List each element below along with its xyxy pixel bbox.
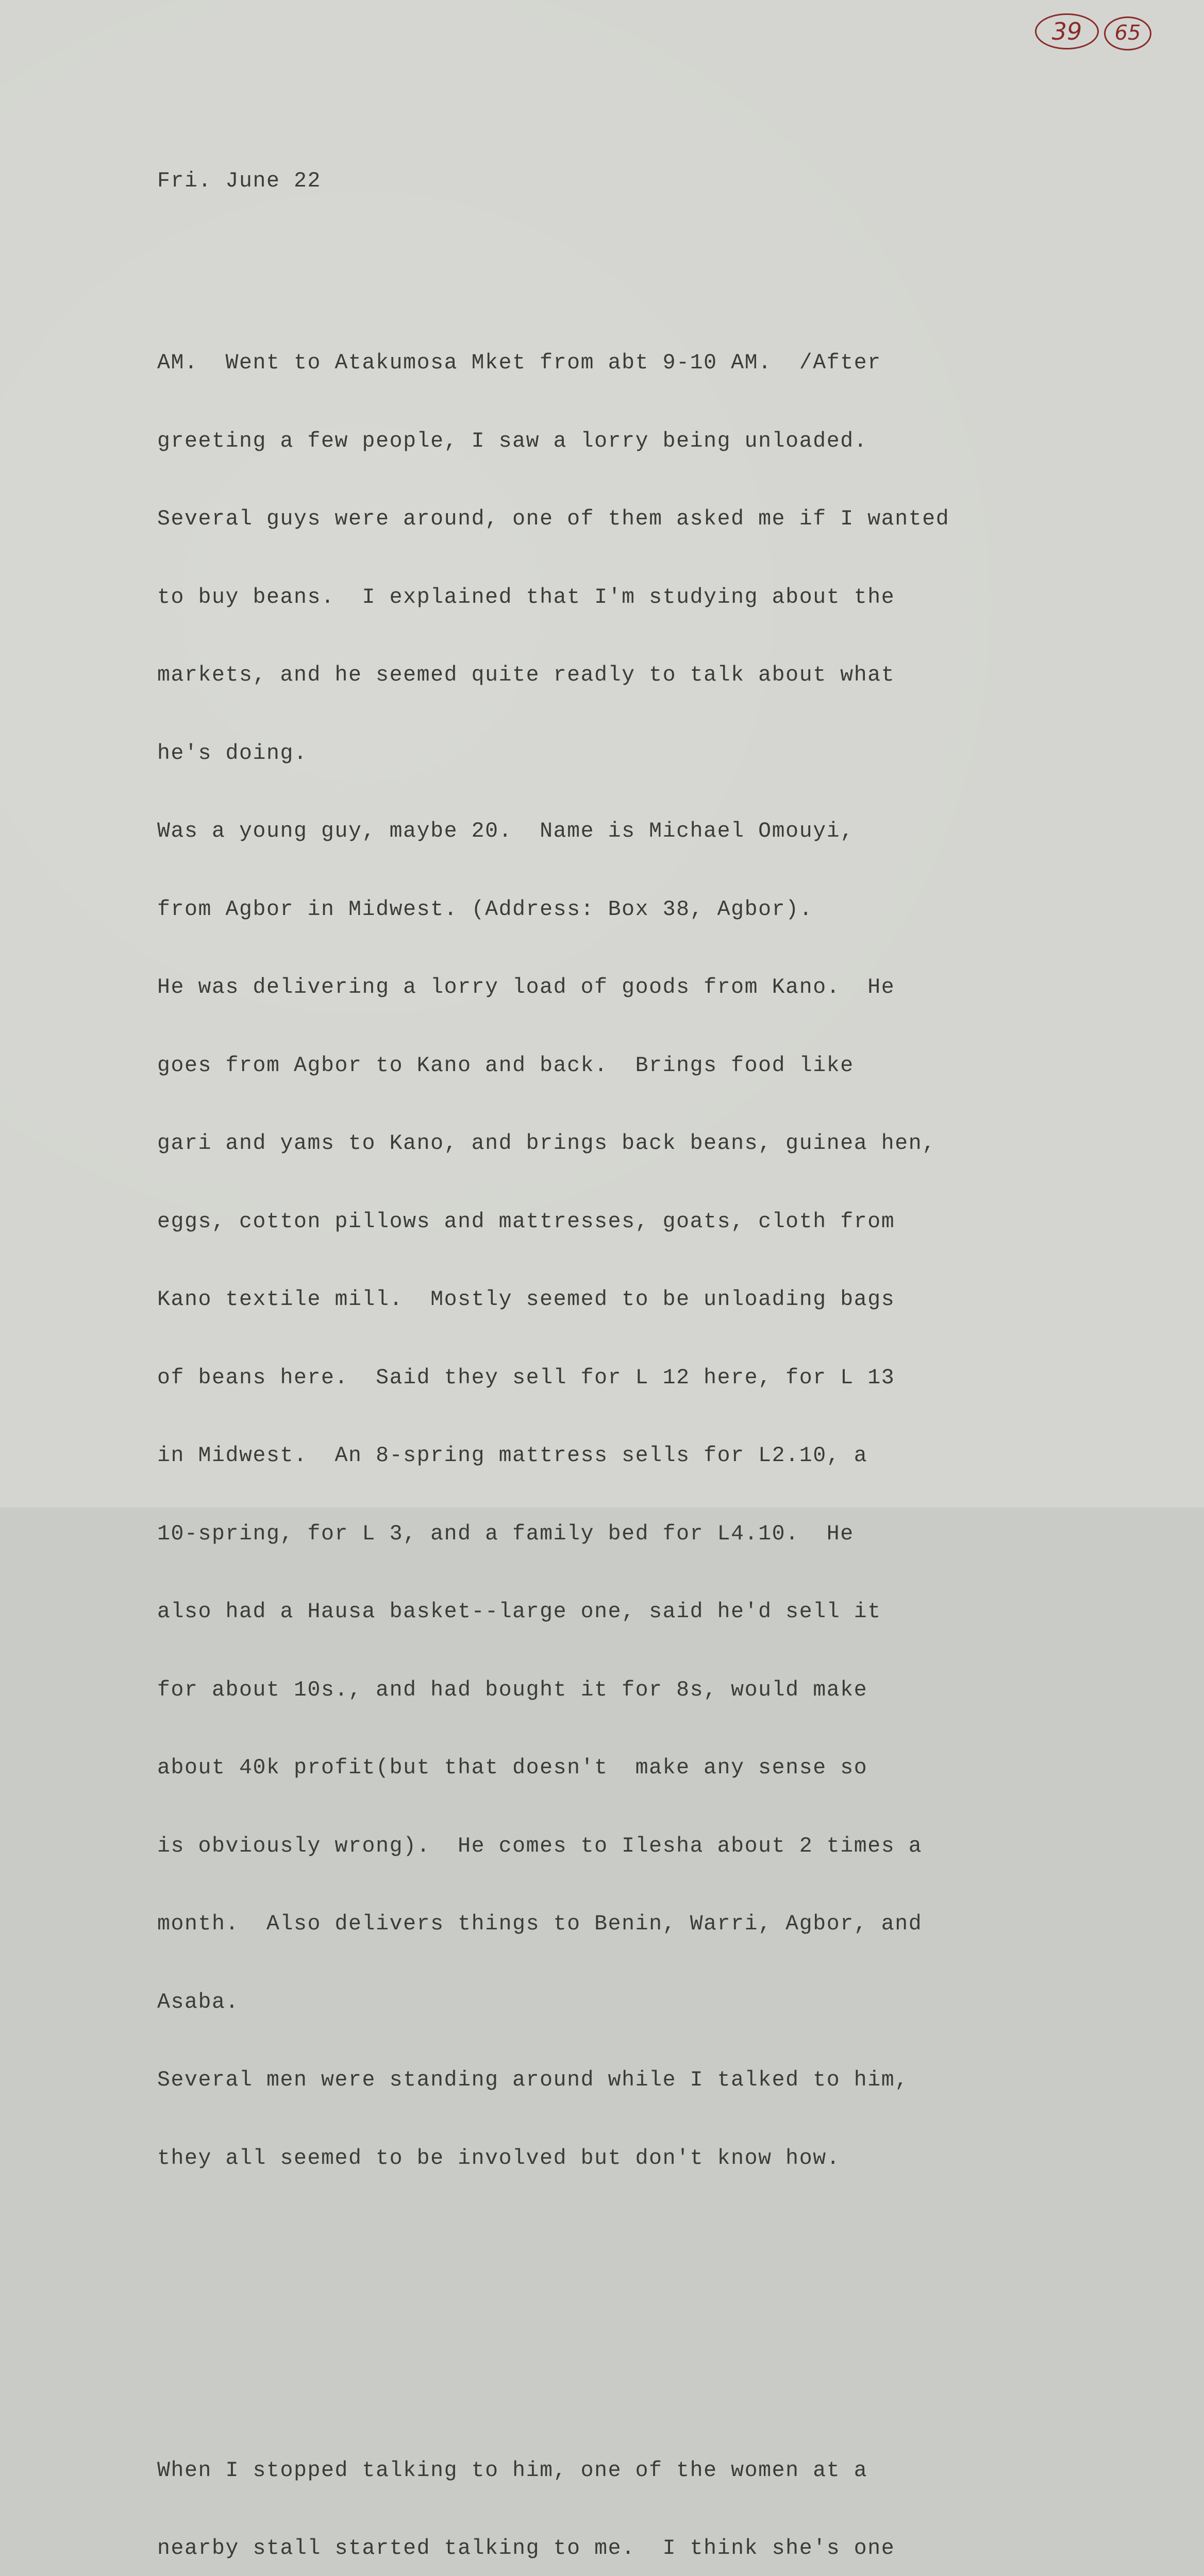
text-line: from Agbor in Midwest. (Address: Box 38, Agbor). [157, 897, 1136, 923]
text-line: gari and yams to Kano, and brings back beans, guinea hen, [157, 1131, 1136, 1157]
text-line: they all seemed to be involved but don't know how. [157, 2146, 1136, 2172]
page-number-circle-alt: 65 [1104, 16, 1151, 50]
page-number-marks [1031, 10, 1155, 57]
text-line: Several guys were around, one of them asked me if I wanted [157, 506, 1136, 533]
text-line: Kano textile mill. Mostly seemed to be unloading bags [157, 1287, 1136, 1313]
text-line: Asaba. [157, 1990, 1136, 2016]
typed-notes [157, 116, 1136, 2576]
text-line: nearby stall started talking to me. I think she's one [157, 2536, 1136, 2562]
text-line: is obviously wrong). He comes to Ilesha about 2 times a [157, 1834, 1136, 1860]
text-line: greeting a few people, I saw a lorry being unloaded. [157, 429, 1136, 455]
text-line: goes from Agbor to Kano and back. Brings food like [157, 1053, 1136, 1079]
text-line: Several men were standing around while I talked to him, [157, 2067, 1136, 2094]
text-line: to buy beans. I explained that I'm studying about the [157, 585, 1136, 611]
text-line: Was a young guy, maybe 20. Name is Michael Omouyi, [157, 819, 1136, 845]
text-line: for about 10s., and had bought it for 8s, would make [157, 1677, 1136, 1704]
text-line: in Midwest. An 8-spring mattress sells for L2.10, a [157, 1443, 1136, 1469]
text-line: 10-spring, for L 3, and a family bed for L4.10. He [157, 1521, 1136, 1548]
text-line: he's doing. [157, 741, 1136, 767]
text-line: also had a Hausa basket--large one, said he'd sell it [157, 1599, 1136, 1625]
text-line: When I stopped talking to him, one of the women at a [157, 2458, 1136, 2484]
text-line: markets, and he seemed quite readly to talk about what [157, 663, 1136, 689]
text-line: of beans here. Said they sell for L 12 here, for L 13 [157, 1365, 1136, 1392]
paragraph-cloth-seller [157, 2406, 1136, 2576]
text-line: about 40k profit(but that doesn't make any sense so [157, 1755, 1136, 1782]
page-number-circle: 39 [1035, 13, 1099, 49]
text-line: eggs, cotton pillows and mattresses, goats, cloth from [157, 1209, 1136, 1235]
text-line: month. Also delivers things to Benin, Warri, Agbor, and [157, 1911, 1136, 1938]
entry-date: Fri. June 22 [157, 168, 1136, 195]
text-line: AM. Went to Atakumosa Mket from abt 9-10 AM. /After [157, 350, 1136, 377]
text-line: He was delivering a lorry load of goods from Kano. He [157, 975, 1136, 1001]
paragraph-market-lorry [157, 298, 1136, 2224]
paragraph-gap [157, 2302, 1136, 2328]
